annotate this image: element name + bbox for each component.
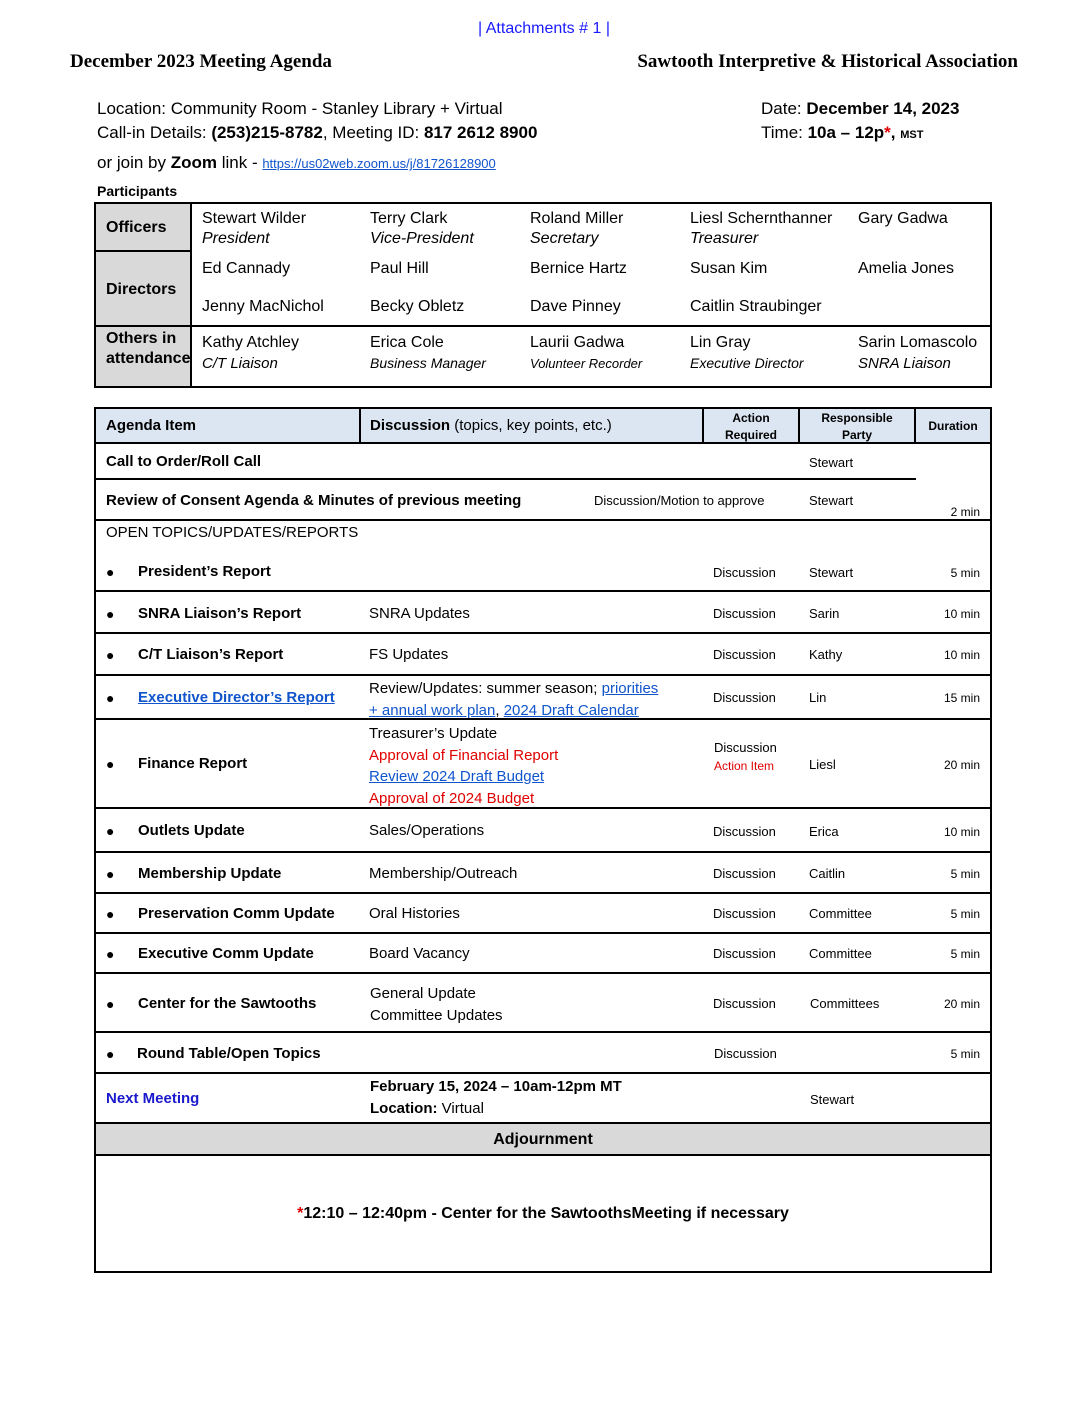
time-comma: ,: [890, 123, 896, 142]
officer-entry: [202, 209, 306, 249]
bullet: ●: [106, 823, 115, 839]
meeting-id: 817 2612 8900: [423, 123, 538, 142]
footnote-star: *: [297, 1205, 304, 1222]
agenda-duration: 10 min: [943, 825, 980, 839]
draft-calendar-link[interactable]: 2024 Draft Calendar: [503, 702, 639, 719]
officer-role: Vice-President: [370, 230, 474, 247]
attendee-role: Executive Director: [690, 355, 804, 371]
participants-heading: Participants: [97, 183, 178, 199]
officer-role: Secretary: [530, 230, 599, 247]
others-label-line2: attendance: [106, 350, 191, 367]
col-header-discussion-bold: Discussion: [370, 417, 451, 434]
agenda-action: [714, 739, 777, 775]
discussion-text: Committee Updates: [370, 1007, 503, 1024]
agenda-item-title: SNRA Liaison’s Report: [138, 605, 302, 622]
bullet: ●: [106, 1046, 115, 1062]
attendee-role: Volunteer Recorder: [530, 356, 643, 371]
time-prefix: Time:: [761, 123, 808, 142]
agenda-discussion: Sales/Operations: [369, 822, 485, 839]
join-zoom-line: [97, 153, 496, 173]
discussion-action-text: Approval of Financial Report: [369, 746, 559, 764]
agenda-duration: 5 min: [950, 867, 980, 881]
next-meeting-date: February 15, 2024 – 10am-12pm MT: [370, 1078, 622, 1095]
agenda-discussion: Membership/Outreach: [369, 865, 518, 882]
agenda-discussion: Oral Histories: [369, 905, 460, 922]
row-line: [95, 478, 916, 480]
others-label-line1: Others in: [106, 330, 177, 347]
organization-name: Sawtooth Interpretive & Historical Association: [637, 51, 1018, 72]
bullet: ●: [106, 564, 115, 580]
zoom-link[interactable]: https://us02web.zoom.us/j/81726128900: [262, 156, 496, 171]
agenda-action: Discussion: [713, 824, 776, 839]
agenda-action: Discussion: [713, 906, 776, 921]
agenda-title: December 2023 Meeting Agenda: [70, 51, 332, 72]
row-line: [95, 851, 991, 853]
time-line: [761, 123, 923, 143]
agenda-party: Committees: [810, 996, 880, 1011]
col-header-discussion: [370, 417, 612, 434]
row-line: [95, 1031, 991, 1033]
attendee-entry: [370, 332, 486, 374]
officer-entry: [530, 209, 623, 249]
officers-label: Officers: [106, 219, 167, 236]
attendee-role: SNRA Liaison: [858, 355, 951, 372]
next-meeting-details: [370, 1076, 622, 1120]
col-header-party-line1: Responsible: [821, 411, 893, 425]
agenda-action: Discussion: [713, 690, 776, 705]
attendee-entry: [202, 332, 299, 374]
others-label: [106, 329, 190, 369]
agenda-item-title: C/T Liaison’s Report: [138, 646, 284, 663]
col-header-discussion-rest: (topics, key points, etc.): [450, 417, 612, 434]
annual-work-plan-link[interactable]: + annual work plan: [369, 702, 496, 719]
officer-name: Gary Gadwa: [858, 210, 948, 227]
bullet: ●: [106, 866, 115, 882]
row-line: [95, 590, 991, 592]
time-star: *: [884, 123, 891, 142]
join-mid: link -: [216, 153, 263, 172]
agenda-item-title: Outlets Update: [138, 822, 245, 839]
join-zoom-word: Zoom: [170, 153, 217, 172]
officer-name: Stewart Wilder: [202, 210, 307, 227]
agenda-discussion: [370, 983, 503, 1027]
discussion-text: General Update: [370, 985, 476, 1002]
row-line: [95, 1154, 991, 1156]
attendee-role: Business Manager: [370, 355, 486, 371]
agenda-duration: 5 min: [950, 566, 980, 580]
director-name: Amelia Jones: [858, 260, 955, 277]
executive-director-report-link[interactable]: Executive Director’s Report: [138, 689, 335, 706]
agenda-item-title: Center for the Sawtooths: [138, 995, 317, 1012]
agenda-party: Committee: [809, 906, 872, 921]
officer-role: Treasurer: [690, 230, 759, 247]
consent-action: Discussion/Motion to approve: [594, 493, 765, 508]
officer-entry: [858, 209, 948, 229]
agenda-discussion: Board Vacancy: [369, 945, 470, 962]
agenda-action: Discussion: [713, 946, 776, 961]
agenda-action: Discussion: [713, 996, 776, 1011]
agenda-discussion: [369, 678, 658, 722]
agenda-discussion: FS Updates: [369, 646, 449, 663]
meeting-time: 10a – 12p: [807, 123, 885, 142]
agenda-duration: 10 min: [943, 607, 980, 621]
agenda-party: Sarin: [809, 606, 840, 621]
agenda-item-title: Finance Report: [138, 755, 248, 772]
officer-role: President: [202, 230, 270, 247]
attendee-name: Lin Gray: [690, 334, 751, 351]
agenda-duration: 5 min: [950, 947, 980, 961]
agenda-item-title: Membership Update: [138, 865, 282, 882]
bullet: ●: [106, 906, 115, 922]
row-line: [95, 519, 991, 521]
row-line: [95, 932, 991, 934]
agenda-duration: 5 min: [950, 907, 980, 921]
next-meeting-location: Virtual: [437, 1100, 484, 1117]
row-line: [95, 972, 991, 974]
row-line: [95, 1072, 991, 1074]
row-line: [95, 674, 991, 676]
attendee-entry: [690, 332, 804, 374]
footnote-text: 12:10 – 12:40pm - Center for the SawtoothsMeeting if necessary: [303, 1205, 789, 1222]
next-meeting-party: Stewart: [810, 1092, 855, 1107]
col-header-duration: Duration: [928, 419, 978, 433]
director-name: Jenny MacNichol: [202, 298, 324, 315]
meeting-id-prefix: , Meeting ID:: [322, 123, 424, 142]
call-to-order-item: Call to Order/Roll Call: [106, 453, 262, 470]
director-name: Bernice Hartz: [530, 260, 627, 277]
agenda-party: Kathy: [809, 647, 843, 662]
attendee-role: C/T Liaison: [202, 355, 278, 372]
officer-entry: [690, 209, 832, 249]
footnote: [96, 1205, 990, 1223]
join-prefix: or join by: [97, 153, 171, 172]
callin-details: [97, 123, 537, 143]
attendee-name: Sarin Lomascolo: [858, 334, 978, 351]
callin-prefix: Call-in Details:: [97, 123, 212, 142]
bullet: ●: [106, 606, 115, 622]
agenda-party: Erica: [809, 824, 839, 839]
attachment-label: | Attachments # 1 |: [478, 20, 610, 37]
director-name: Caitlin Straubinger: [690, 298, 822, 315]
agenda-action: Discussion: [713, 647, 776, 662]
agenda-action: Discussion: [714, 1046, 777, 1061]
participants-row-line: [95, 250, 192, 252]
bullet: ●: [106, 690, 115, 706]
location-text: Location: Community Room - Stanley Library + Virtual: [97, 99, 503, 118]
agenda-party: Lin: [809, 690, 827, 705]
col-header-item: Agenda Item: [106, 417, 197, 434]
agenda-action: Discussion: [713, 606, 776, 621]
agenda-discussion: SNRA Updates: [369, 605, 470, 622]
col-header-action: [704, 410, 798, 444]
date-prefix: Date:: [761, 99, 807, 118]
action-text: Discussion: [714, 740, 777, 755]
col-header-action-line2: Required: [724, 428, 777, 442]
discussion-text: Review/Updates: summer season;: [369, 680, 602, 697]
consent-item: Review of Consent Agenda & Minutes of previous meeting: [106, 492, 522, 509]
bullet: ●: [106, 647, 115, 663]
col-header-party-line2: Party: [841, 428, 873, 442]
agenda-party: Committee: [809, 946, 872, 961]
adjournment-label: Adjournment: [493, 1131, 593, 1148]
director-name: Ed Cannady: [202, 260, 291, 277]
agenda-item-title: Round Table/Open Topics: [137, 1045, 321, 1062]
agenda-duration: 10 min: [943, 648, 980, 662]
open-topics-heading: OPEN TOPICS/UPDATES/REPORTS: [106, 524, 359, 541]
participants-row-line: [95, 325, 991, 327]
row-line: [95, 1122, 991, 1124]
next-meeting-location-label: Location:: [370, 1100, 438, 1117]
officer-entry: [370, 209, 474, 249]
officer-name: Terry Clark: [370, 210, 448, 227]
agenda-item-title: President’s Report: [138, 563, 271, 580]
agenda-duration: 20 min: [943, 997, 980, 1011]
attendee-name: Erica Cole: [370, 334, 444, 351]
meeting-date: December 14, 2023: [806, 99, 960, 118]
time-zone: MST: [900, 129, 924, 141]
directors-label: Directors: [106, 281, 177, 298]
director-name: Dave Pinney: [530, 298, 621, 315]
discussion-separator: ,: [495, 702, 504, 719]
agenda-duration: 5 min: [950, 1047, 980, 1061]
bullet: ●: [106, 996, 115, 1012]
col-header-party: [800, 410, 914, 444]
agenda-party: Stewart: [809, 565, 854, 580]
agenda-party: Caitlin: [809, 866, 846, 881]
next-meeting-label: Next Meeting: [106, 1090, 200, 1107]
officer-name: Liesl Schernthanner: [690, 210, 833, 227]
agenda-duration: 15 min: [943, 691, 980, 705]
director-name: Susan Kim: [690, 260, 768, 277]
attendee-name: Kathy Atchley: [202, 334, 299, 351]
priorities-link[interactable]: priorities: [601, 680, 659, 697]
agenda-duration: 20 min: [943, 758, 980, 772]
callin-phone: (253)215-8782: [211, 123, 323, 142]
consent-duration: 2 min: [950, 505, 980, 519]
agenda-discussion: [369, 723, 558, 809]
attendee-name: Laurii Gadwa: [530, 334, 625, 351]
discussion-action-text: Approval of 2024 Budget: [369, 789, 535, 807]
agenda-item-title: Preservation Comm Update: [138, 905, 335, 922]
director-name: Paul Hill: [370, 260, 429, 277]
attendee-entry: [858, 332, 977, 374]
agenda-action: Discussion: [713, 866, 776, 881]
consent-party: Stewart: [809, 493, 854, 508]
header-divider: [359, 408, 361, 443]
bullet: ●: [106, 756, 115, 772]
officer-name: Roland Miller: [530, 210, 624, 227]
director-name: Becky Obletz: [370, 298, 465, 315]
agenda-item-title: Executive Comm Update: [138, 945, 314, 962]
call-to-order-party: Stewart: [809, 455, 854, 470]
row-line: [95, 632, 991, 634]
draft-budget-link[interactable]: Review 2024 Draft Budget: [369, 768, 545, 785]
col-header-action-line1: Action: [732, 411, 770, 425]
discussion-text: Treasurer’s Update: [369, 725, 498, 742]
row-line: [95, 892, 991, 894]
agenda-party: Liesl: [809, 757, 836, 772]
bullet: ●: [106, 946, 115, 962]
attendee-entry: [530, 332, 642, 374]
agenda-action: Discussion: [713, 565, 776, 580]
date-line: [761, 99, 959, 119]
action-item-text: Action Item: [714, 759, 775, 773]
